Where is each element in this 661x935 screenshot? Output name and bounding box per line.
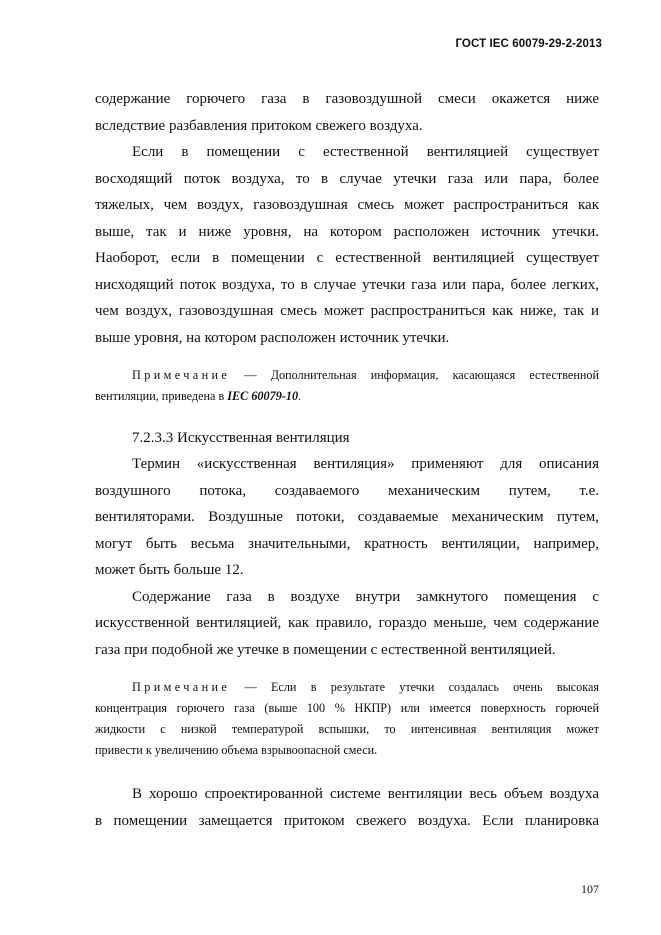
- note-label: Примечание: [132, 680, 231, 694]
- paragraph-line: выше, так и ниже уровня, на котором расположен источник утечки.: [95, 223, 599, 240]
- paragraph-line: вентиляторами. Воздушные потоки, создаваемые механическим путем,: [95, 509, 599, 525]
- note-dash: —: [244, 368, 257, 382]
- paragraph-line: газа при подобной же утечке в помещении с естественной вентиляцией.: [95, 641, 556, 658]
- note-text: концентрация горючего газа (выше 100 % НКПР) или имеется поверхность горючей: [95, 701, 599, 715]
- document-code: ГОСТ IEC 60079-29-2-2013: [455, 38, 602, 50]
- paragraph-line: искусственной вентиляцией, как правило, гораздо меньше, чем содержание: [95, 615, 599, 631]
- paragraph-line: Наоборот, если в помещении с естественной вентиляцией существует: [95, 250, 599, 266]
- page-body: [95, 86, 599, 834]
- section-heading: 7.2.3.3 Искусственная вентиляция: [132, 430, 350, 446]
- paragraph-line: в помещении замещается притоком свежего воздуха. Если планировка: [95, 812, 599, 829]
- paragraph-line: может быть больше 12.: [95, 562, 244, 578]
- note-text: вентиляции, приведена в: [95, 389, 228, 403]
- paragraph-line: В хорошо спроектированной системе вентиляции весь объем воздуха: [132, 786, 599, 802]
- paragraph-line: восходящий поток воздуха, то в случае утечки газа или пара, более: [95, 170, 599, 187]
- paragraph-line: Содержание газа в воздухе внутри замкнутого помещения с: [132, 588, 599, 605]
- paragraph-line: Термин «искусственная вентиляция» применяют для описания: [132, 456, 599, 472]
- page-number: 107: [581, 882, 599, 896]
- note-text: Если в результате утечки создалась очень высокая: [270, 680, 600, 694]
- paragraph-line: могут быть весьма значительными, кратность вентиляции, например,: [95, 535, 599, 552]
- paragraph-line: вследствие разбавления притоком свежего воздуха.: [95, 117, 423, 134]
- paragraph-line: выше уровня, на котором расположен источник утечки.: [95, 329, 450, 346]
- paragraph-line: содержание горючего газа в газовоздушной смеси окажется ниже: [95, 91, 599, 107]
- paragraph-line: чем воздух, газовоздушная смесь может распространиться как ниже, так и: [95, 303, 599, 319]
- standard-reference: IEC 60079-10: [227, 389, 299, 403]
- paragraph-line: тяжелых, чем воздух, газовоздушная смесь может распространиться как: [95, 197, 599, 213]
- note-natural-ventilation: [95, 365, 599, 407]
- note-text: жидкости с низкой температурой вспышки, то интенсивная вентиляция может: [95, 722, 599, 736]
- paragraph-line: Если в помещении с естественной вентиляцией существует: [132, 144, 599, 160]
- note-dash: —: [244, 680, 257, 694]
- paragraph-line: нисходящий поток воздуха, то в случае утечки газа или пара, более легких,: [95, 276, 599, 293]
- note-text: Дополнительная информация, касающаяся естественной: [270, 368, 599, 382]
- note-text: привести к увеличению объема взрывоопасной смеси.: [95, 743, 378, 757]
- note-label: Примечание: [132, 368, 231, 382]
- note-text: .: [298, 389, 302, 403]
- note-artificial-ventilation: [95, 677, 599, 761]
- paragraph-line: воздушного потока, создаваемого механическим путем, т.е.: [95, 482, 599, 499]
